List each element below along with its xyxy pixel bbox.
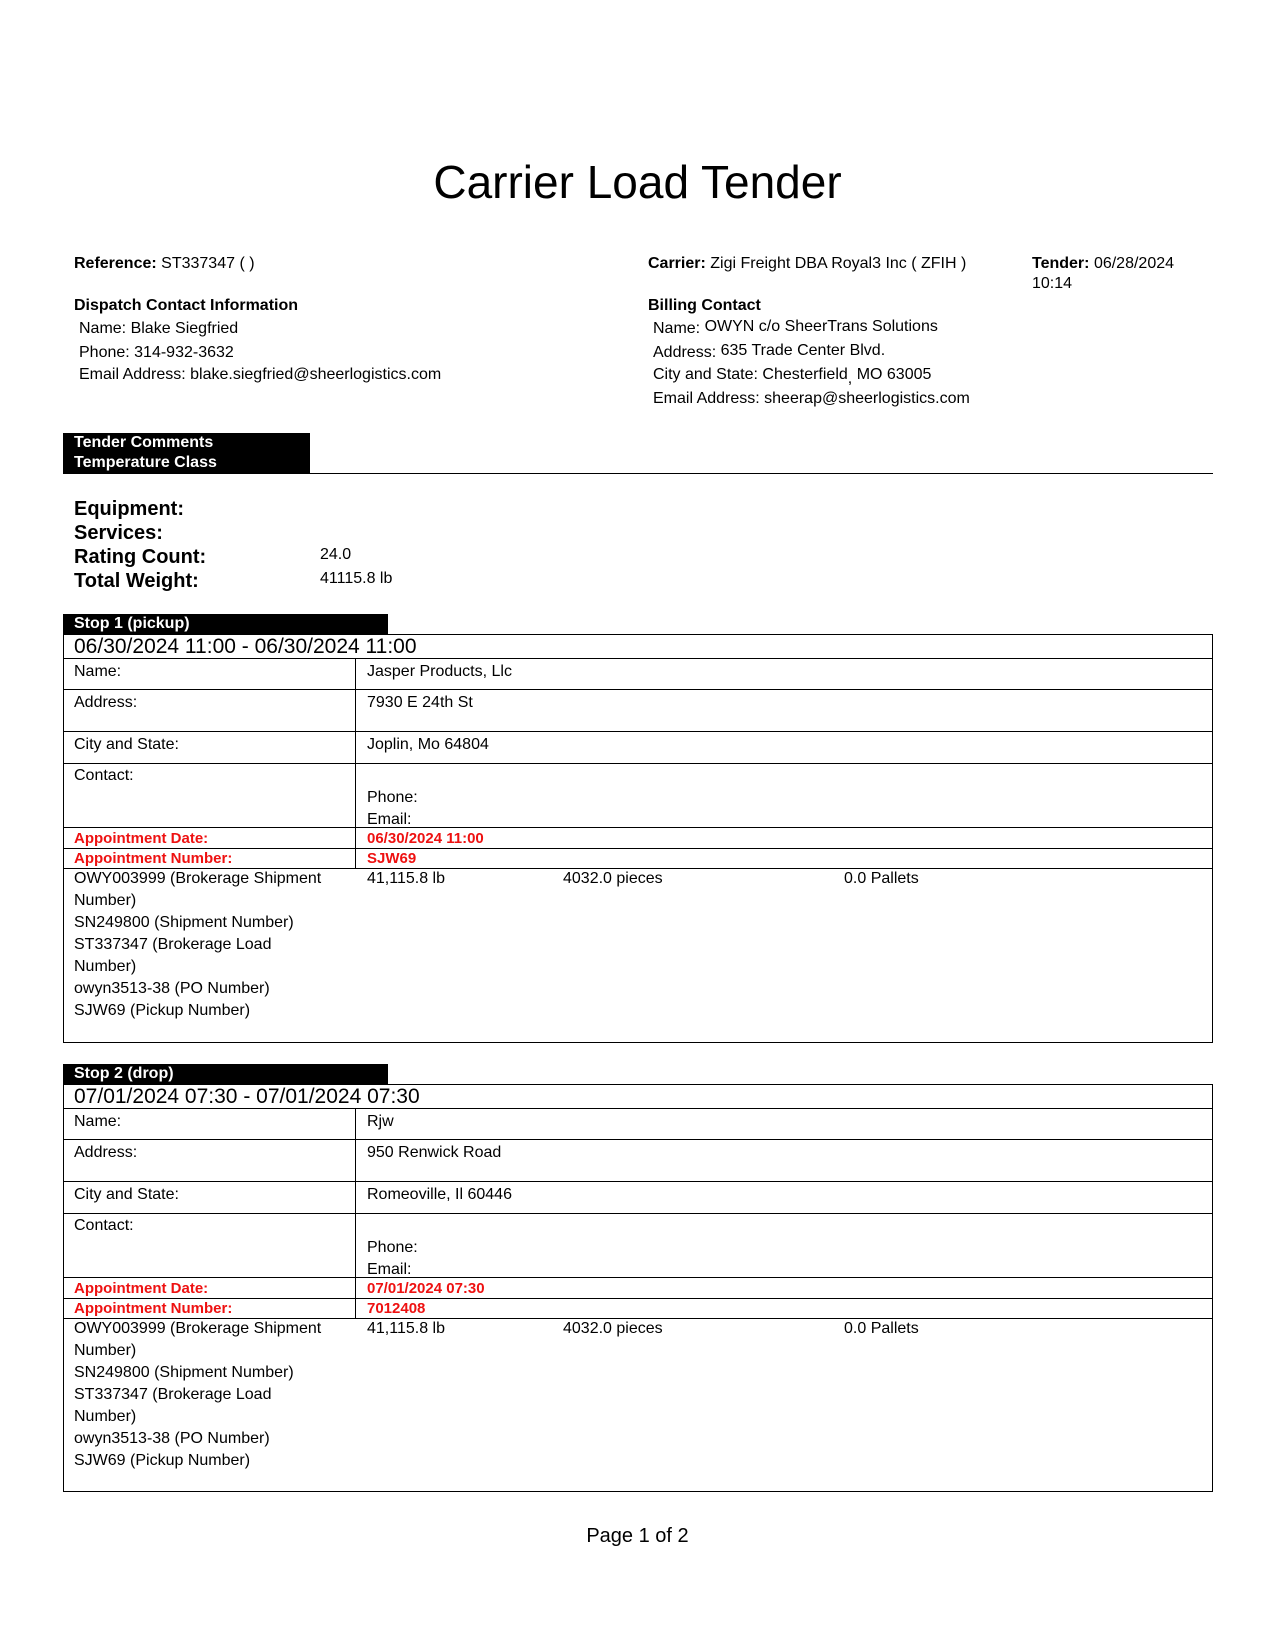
billing-city-comma: , <box>847 370 853 387</box>
row-divider <box>63 827 1213 828</box>
appointment-date-value: 07/01/2024 07:30 <box>367 1280 485 1297</box>
dispatch-contact-email: Email Address: blake.siegfried@sheerlogistics.com <box>79 366 442 383</box>
appointment-number-label: Appointment Number: <box>74 850 233 867</box>
row-divider <box>63 1139 1213 1140</box>
stop-address-value: 7930 E 24th St <box>367 694 473 711</box>
page-number: Page 1 of 2 <box>586 1525 689 1547</box>
billing-name-label: Name: <box>653 320 701 337</box>
reference-item: Number) <box>74 958 137 975</box>
freight-weight: 41,115.8 lb <box>367 870 445 887</box>
dispatch-contact-name: Name: Blake Siegfried <box>79 320 239 337</box>
billing-state-zip: MO 63005 <box>856 366 932 383</box>
reference-item: Number) <box>74 892 137 909</box>
reference-item: SJW69 (Pickup Number) <box>74 1002 251 1019</box>
row-divider <box>63 1108 1213 1109</box>
reference-list <box>74 868 354 1022</box>
freight-pieces: 4032.0 pieces <box>563 870 663 887</box>
rating-count-label: Rating Count: <box>74 546 207 568</box>
carrier-line <box>648 254 966 274</box>
stop-name-label: Name: <box>74 1113 122 1130</box>
row-divider <box>63 658 1213 659</box>
row-divider <box>63 848 1213 849</box>
rating-count-value: 24.0 <box>320 546 352 563</box>
appointment-date-label: Appointment Date: <box>74 1280 209 1297</box>
stop-name-label: Name: <box>74 663 122 680</box>
billing-name-value: OWYN c/o SheerTrans Solutions <box>704 318 938 335</box>
dispatch-contact-phone: Phone: 314-932-3632 <box>79 344 234 361</box>
tender-block <box>1032 254 1222 294</box>
freight-pallets: 0.0 Pallets <box>844 870 919 887</box>
reference-item: SN249800 (Shipment Number) <box>74 1364 294 1381</box>
stop-header: Stop 1 (pickup) <box>63 614 388 634</box>
reference-item: owyn3513-38 (PO Number) <box>74 980 270 997</box>
billing-email: Email Address: sheerap@sheerlogistics.com <box>653 390 970 407</box>
reference-item: SJW69 (Pickup Number) <box>74 1452 251 1469</box>
row-divider <box>63 689 1213 690</box>
billing-city-value: Chesterfield <box>762 366 848 383</box>
row-divider <box>63 1181 1213 1182</box>
stop-city-label: City and State: <box>74 736 179 753</box>
tender-time: 10:14 <box>1032 275 1073 292</box>
reference-item: ST337347 (Brokerage Load <box>74 936 272 953</box>
tender-label: Tender: <box>1032 255 1090 272</box>
billing-contact-heading: Billing Contact <box>648 297 761 314</box>
reference-value: ST337347 ( ) <box>161 255 255 272</box>
row-divider <box>63 1298 1213 1299</box>
reference-item: OWY003999 (Brokerage Shipment <box>74 870 322 887</box>
stop-email-label: Email: <box>367 811 412 828</box>
freight-pallets: 0.0 Pallets <box>844 1320 919 1337</box>
total-weight-value: 41115.8 lb <box>320 570 393 587</box>
stop-phone-label: Phone: <box>367 789 418 806</box>
comments-bar <box>63 433 310 473</box>
billing-city-label: City and State: <box>653 366 758 383</box>
dispatch-contact-heading: Dispatch Contact Information <box>74 297 299 314</box>
billing-address <box>653 342 885 364</box>
stop-phone-label: Phone: <box>367 1239 418 1256</box>
billing-name <box>653 318 938 340</box>
reference-item: OWY003999 (Brokerage Shipment <box>74 1320 322 1337</box>
row-divider <box>63 1277 1213 1278</box>
stop-address-label: Address: <box>74 1144 138 1161</box>
tender-date: 06/28/2024 <box>1093 255 1175 272</box>
reference-item: SN249800 (Shipment Number) <box>74 914 294 931</box>
reference-item: owyn3513-38 (PO Number) <box>74 1430 270 1447</box>
appointment-number-value: 7012408 <box>367 1300 426 1317</box>
reference-item: Number) <box>74 1342 137 1359</box>
appointment-number-value: SJW69 <box>367 850 417 867</box>
services-label: Services: <box>74 522 163 544</box>
appointment-date-label: Appointment Date: <box>74 830 209 847</box>
stop-header: Stop 2 (drop) <box>63 1064 388 1084</box>
appointment-date-value: 06/30/2024 11:00 <box>367 830 484 847</box>
section-divider <box>63 473 1213 474</box>
carrier-label: Carrier: <box>648 255 706 272</box>
temperature-class-label: Temperature Class <box>74 454 217 471</box>
stop-datetime: 06/30/2024 11:00 - 06/30/2024 11:00 <box>74 635 417 658</box>
column-divider <box>355 1108 356 1318</box>
reference-item: Number) <box>74 1408 137 1425</box>
reference-item: ST337347 (Brokerage Load <box>74 1386 272 1403</box>
reference-line <box>74 254 255 274</box>
stop-contact-label: Contact: <box>74 1217 134 1234</box>
tender-comments-label: Tender Comments <box>74 434 214 451</box>
freight-weight: 41,115.8 lb <box>367 1320 445 1337</box>
freight-pieces: 4032.0 pieces <box>563 1320 663 1337</box>
stop-datetime: 07/01/2024 07:30 - 07/01/2024 07:30 <box>74 1085 420 1108</box>
row-divider <box>63 763 1213 764</box>
total-weight-label: Total Weight: <box>74 570 199 592</box>
billing-city <box>653 364 931 386</box>
equipment-label: Equipment: <box>74 498 184 520</box>
billing-address-label: Address: <box>653 344 717 361</box>
column-divider <box>355 658 356 868</box>
appointment-number-label: Appointment Number: <box>74 1300 233 1317</box>
stop-city-value: Joplin, Mo 64804 <box>367 736 489 753</box>
carrier-value: Zigi Freight DBA Royal3 Inc ( ZFIH ) <box>710 255 967 272</box>
stop-city-value: Romeoville, Il 60446 <box>367 1186 512 1203</box>
stop-email-label: Email: <box>367 1261 412 1278</box>
reference-label: Reference: <box>74 255 157 272</box>
stop-address-value: 950 Renwick Road <box>367 1144 502 1161</box>
stop-address-label: Address: <box>74 694 138 711</box>
reference-list <box>74 1318 354 1472</box>
page-title: Carrier Load Tender <box>433 156 842 208</box>
stop-name-value: Jasper Products, Llc <box>367 663 512 680</box>
row-divider <box>63 1213 1213 1214</box>
stop-city-label: City and State: <box>74 1186 179 1203</box>
stop-contact-label: Contact: <box>74 767 134 784</box>
stop-name-value: Rjw <box>367 1113 394 1130</box>
billing-address-value: 635 Trade Center Blvd. <box>720 342 886 359</box>
row-divider <box>63 731 1213 732</box>
